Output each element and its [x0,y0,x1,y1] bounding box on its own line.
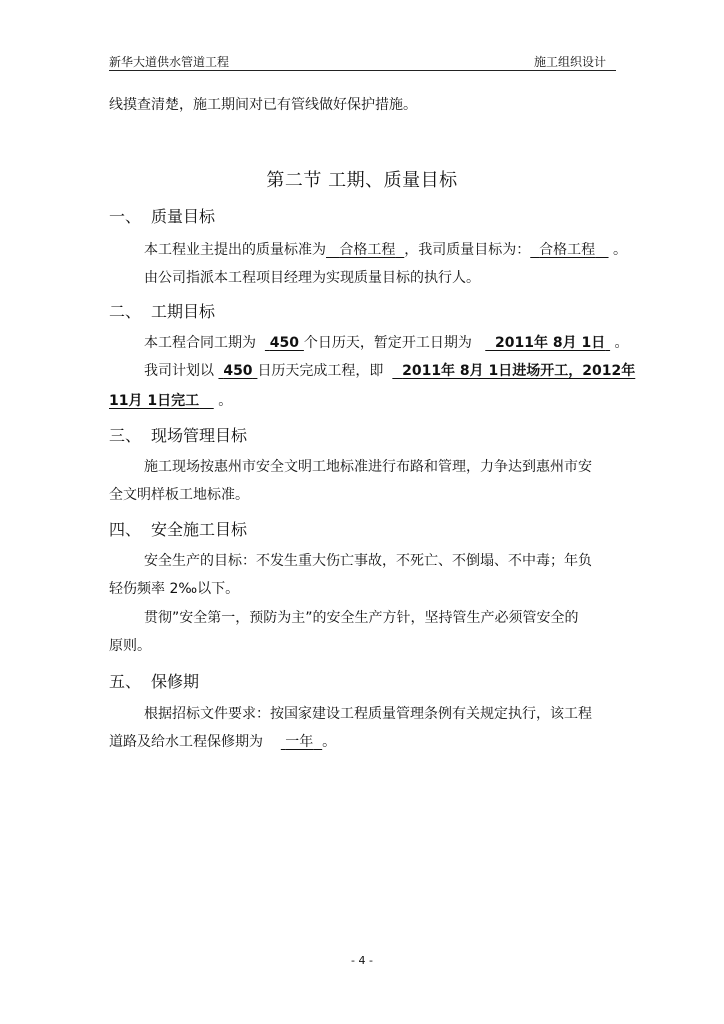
warranty-text-end: 。 [322,734,337,750]
schedule-text-a: 本工程合同工期为 [144,335,256,351]
schedule2-text-b: 日历天完成工程，即 [257,363,384,379]
header-project-name: 新华大道供水管道工程 [109,55,230,69]
warranty-period-value [281,734,322,750]
heading-warranty-title: 保修期 [151,672,200,691]
completion-date-text: 11月 1日完工 [109,393,200,409]
heading-schedule-title: 工期目标 [151,302,216,321]
warranty-text-a: 道路及给水工程保修期为 [109,734,263,750]
plan-range-value [392,363,635,379]
site-paragraph-line-1: 施工现场按惠州市安全文明工地标准进行布路和管理，力争达到惠州市安 [144,459,592,475]
heading-schedule-number: 二、 [109,302,142,321]
heading-site [109,425,247,447]
quality-goal-value [530,242,608,258]
heading-safety-number: 四、 [109,520,142,539]
section-title: 第二节 工期、质量目标 [266,170,458,191]
heading-schedule [109,301,215,323]
schedule-paragraph-2 [144,361,635,381]
warranty-paragraph-line-1: 根据招标文件要求：按国家建设工程质量管理条例有关规定执行，该工程 [144,706,592,722]
schedule2-text-a: 我司计划以 [144,363,214,379]
heading-safety [109,519,247,541]
safety-paragraph-1-line-2: 轻伤频率 2‰以下。 [109,581,240,597]
quality-paragraph-2: 由公司指派本工程项目经理为实现质量目标的执行人。 [144,270,480,286]
heading-warranty-number: 五、 [109,672,142,691]
plan-range-text: 2011年 8月 1日进场开工，2012年 [402,363,636,379]
quality-text-end: 。 [612,242,627,258]
plan-days-text: 450 [223,363,253,379]
schedule-paragraph-2-continued [109,391,232,411]
safety-paragraph-2-line-1: 贯彻”安全第一，预防为主”的安全生产方针，坚持管生产必须管安全的 [144,610,579,626]
quality-standard-text: 合格工程 [339,242,396,258]
start-date-value [485,335,610,351]
contract-days-text: 450 [269,335,300,351]
completion-date-value [109,393,214,409]
schedule-text-end: 。 [614,335,629,351]
schedule-paragraph-1 [144,333,629,353]
quality-standard-value [326,242,404,258]
heading-warranty [109,671,199,693]
safety-paragraph-2-line-2: 原则。 [109,638,151,654]
heading-site-number: 三、 [109,426,142,445]
warranty-period-text: 一年 [285,734,314,750]
heading-quality [109,206,215,228]
header-doc-type: 施工组织设计 [533,55,606,69]
safety-paragraph-1-line-1: 安全生产的目标：不发生重大伤亡事故，不死亡、不倒塌、不中毒；年负 [144,553,592,569]
warranty-paragraph-line-2 [109,732,336,752]
quality-text-b: ，我司质量目标为： [404,242,531,258]
quality-goal-text: 合格工程 [539,242,596,258]
schedule-text-b: 个日历天，暂定开工日期为 [303,335,472,351]
heading-site-title: 现场管理目标 [151,426,248,445]
contract-days-value [265,335,304,351]
plan-days-value [218,363,257,379]
page-header [109,50,616,71]
page-number: - 4 - [351,954,373,967]
heading-safety-title: 安全施工目标 [151,520,248,539]
schedule2-text-end: 。 [218,393,233,409]
site-paragraph-line-2: 全文明样板工地标准。 [109,487,249,503]
quality-text-a: 本工程业主提出的质量标准为 [144,242,326,258]
start-date-text: 2011年 8月 1日 [495,335,606,351]
intro-paragraph: 线摸查清楚，施工期间对已有管线做好保护措施。 [109,97,417,113]
heading-quality-number: 一、 [109,207,142,226]
quality-paragraph-1 [144,240,627,260]
heading-quality-title: 质量目标 [151,207,216,226]
